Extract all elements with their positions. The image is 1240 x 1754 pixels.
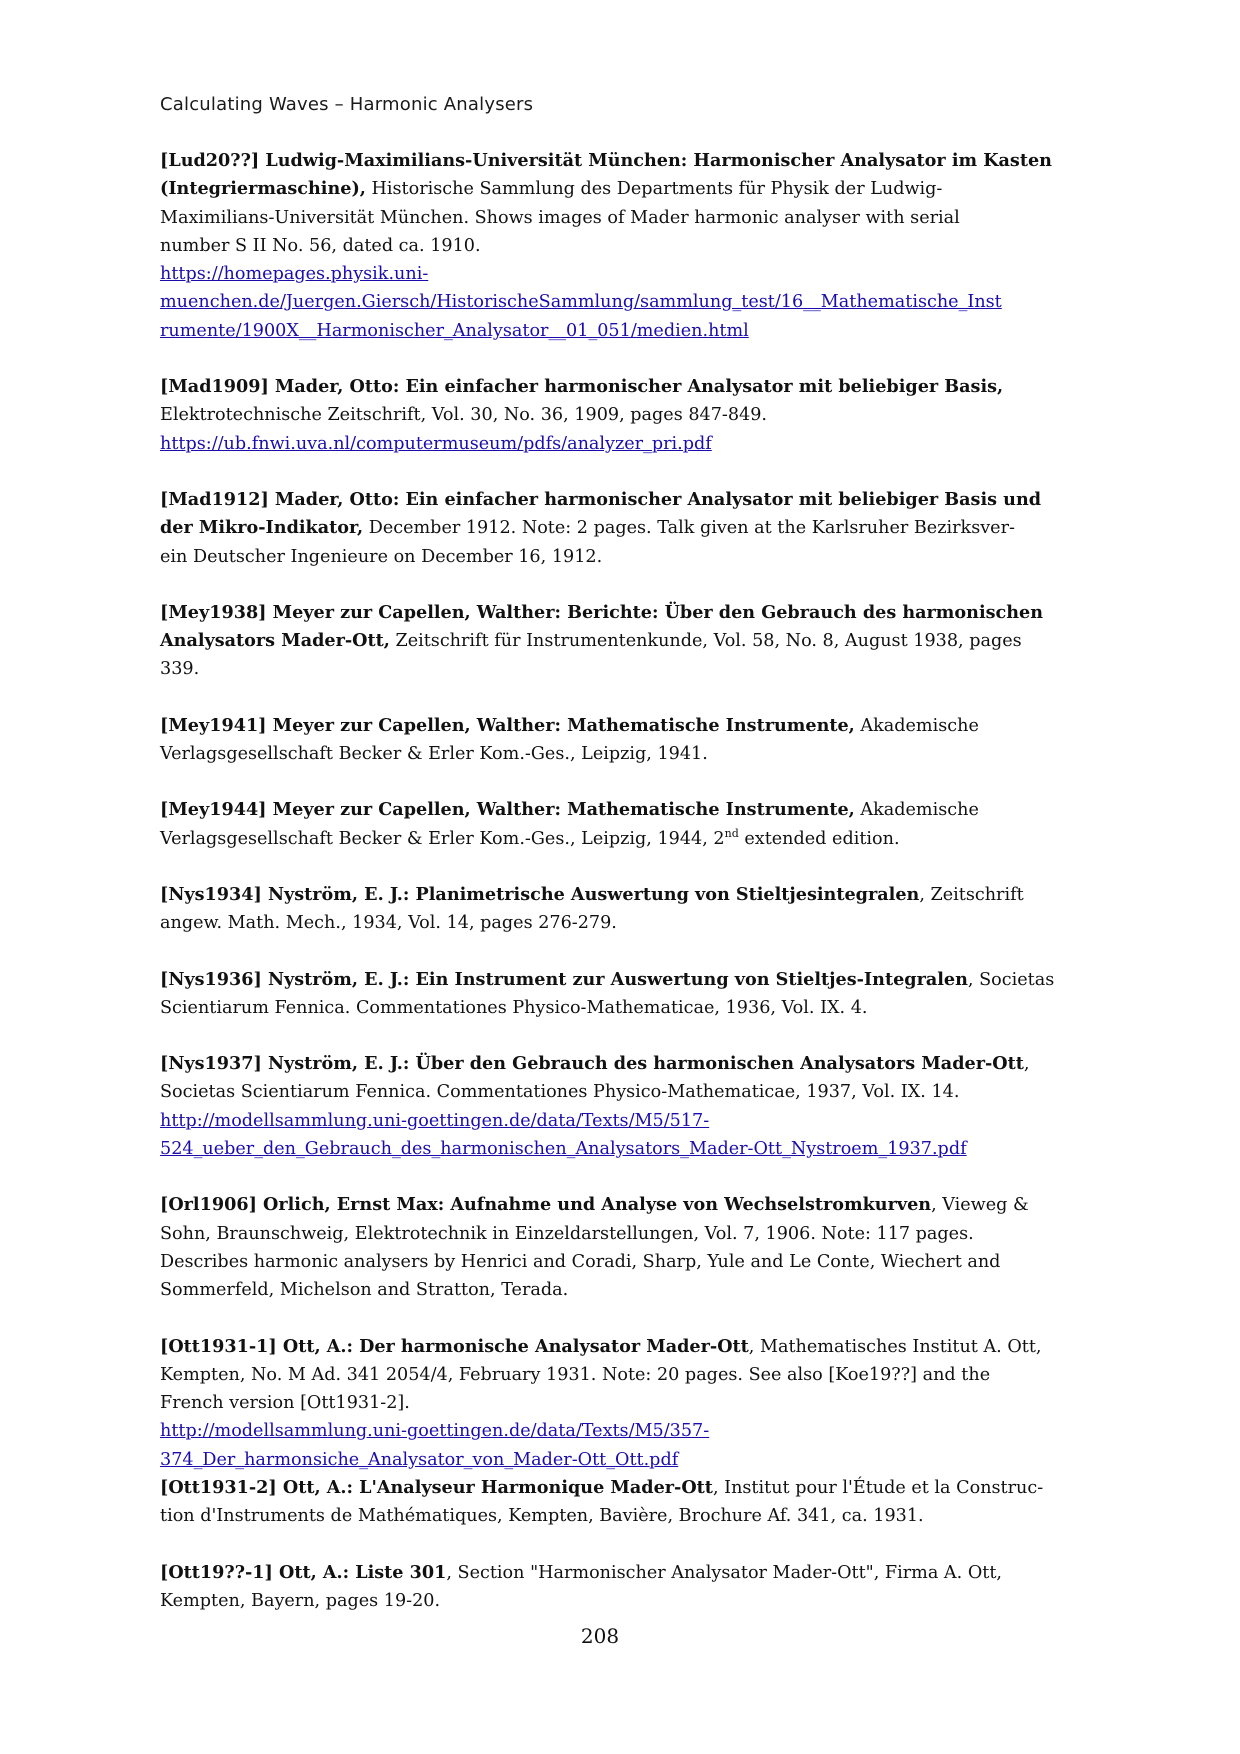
reference-title: [Nys1934] Nyström, E. J.: Planimetrische Auswertung von Stieltjesintegralen <box>160 883 920 905</box>
reference-text: extended edition. <box>738 828 900 849</box>
reference-link[interactable]: muenchen.de/Juergen.Giersch/HistorischeSammlung/sammlung_test/16__Mathematische_Inst <box>160 292 1002 313</box>
reference-title-cont: (Integriermaschine), <box>160 178 366 200</box>
reference-link[interactable]: 374_Der_harmonsiche_Analysator_von_Mader-Ott_Ott.pdf <box>160 1449 679 1470</box>
reference-text: Sohn, Braunschweig, Elektrotechnik in Einzeldarstellungen, Vol. 7, 1906. Note: 117 pages. <box>160 1223 974 1244</box>
reference-title: [Mey1938] Meyer zur Capellen, Walther: Berichte: Über den Gebrauch des harmonischen <box>160 601 1044 623</box>
reference-text: number S II No. 56, dated ca. 1910. <box>160 235 481 256</box>
reference-text: French version [Ott1931-2]. <box>160 1393 410 1414</box>
reference-text: , Section "Harmonischer Analysator Mader-Ott", Firma A. Ott, <box>446 1562 1002 1583</box>
reference-text: 339. <box>160 659 200 680</box>
reference-entry-mey1938 <box>160 599 1060 684</box>
reference-title-cont: Analysators Mader-Ott, <box>160 630 390 652</box>
reference-text: , Mathematisches Institut A. Ott, <box>748 1336 1042 1357</box>
reference-text: Kempten, Bayern, pages 19-20. <box>160 1590 441 1611</box>
reference-entry-nys1934 <box>160 881 1060 938</box>
reference-text: , Vieweg & <box>931 1195 1029 1216</box>
reference-entry-mey1941 <box>160 712 1060 769</box>
reference-link[interactable]: 524_ueber_den_Gebrauch_des_harmonischen_Analysators_Mader-Ott_Nystroem_1937.pdf <box>160 1139 967 1160</box>
reference-text: ein Deutscher Ingenieure on December 16, 1912. <box>160 546 603 567</box>
reference-text: Verlagsgesellschaft Becker & Erler Kom.-Ges., Leipzig, 1941. <box>160 744 708 765</box>
reference-text: , Zeitschrift <box>919 884 1024 905</box>
reference-text: Zeitschrift für Instrumentenkunde, Vol. 58, No. 8, August 1938, pages <box>389 631 1022 652</box>
reference-link[interactable]: rumente/1900X__Harmonischer_Analysator__01_051/medien.html <box>160 320 749 341</box>
reference-text: , Societas <box>967 969 1055 990</box>
reference-title: [Mey1941] Meyer zur Capellen, Walther: Mathematische Instrumente, <box>160 714 855 736</box>
reference-text: , <box>1023 1054 1030 1075</box>
reference-title: [Orl1906] Orlich, Ernst Max: Aufnahme und Analyse von Wechselstromkurven <box>160 1194 932 1216</box>
reference-text: tion d'Instruments de Mathématiques, Kempten, Bavière, Brochure Af. 341, ca. 1931. <box>160 1506 924 1527</box>
reference-entry-nys1937 <box>160 1050 1060 1163</box>
reference-title: [Ott19??-1] Ott, A.: Liste 301 <box>160 1561 447 1583</box>
reference-text: Describes harmonic analysers by Henrici and Coradi, Sharp, Yule and Le Conte, Wiechert and <box>160 1251 1001 1272</box>
reference-entry-mad1912 <box>160 486 1060 571</box>
ordinal-superscript: nd <box>724 826 739 840</box>
reference-entry-nys1936 <box>160 966 1060 1023</box>
reference-entry-orl1906 <box>160 1191 1060 1304</box>
reference-text: angew. Math. Mech., 1934, Vol. 14, pages 276-279. <box>160 913 617 934</box>
reference-text: Historische Sammlung des Departments für Physik der Ludwig- <box>365 179 943 200</box>
reference-title: [Mad1909] Mader, Otto: Ein einfacher harmonischer Analysator mit beliebiger Basis, <box>160 376 1004 398</box>
reference-entry-mey1944 <box>160 796 1060 853</box>
reference-link[interactable]: http://modellsammlung.uni-goettingen.de/data/Texts/M5/517- <box>160 1110 710 1131</box>
reference-text: Kempten, No. M Ad. 341 2054/4, February 1931. Note: 20 pages. See also [Koe19??] and the <box>160 1364 991 1385</box>
reference-title: [Nys1937] Nyström, E. J.: Über den Gebrauch des harmonischen Analysators Mader-Ott <box>160 1053 1024 1075</box>
reference-title-cont: der Mikro-Indikator, <box>160 517 364 539</box>
page-number: 208 <box>580 1624 620 1648</box>
reference-link[interactable]: https://homepages.physik.uni- <box>160 264 429 285</box>
reference-entry-mad1909 <box>160 373 1060 458</box>
reference-link[interactable]: https://ub.fnwi.uva.nl/computermuseum/pdfs/analyzer_pri.pdf <box>160 433 712 454</box>
reference-text: Verlagsgesellschaft Becker & Erler Kom.-Ges., Leipzig, 1944, 2 <box>160 828 725 849</box>
reference-list <box>160 147 1060 1643</box>
running-header: Calculating Waves – Harmonic Analysers <box>160 94 534 115</box>
reference-text: Scientiarum Fennica. Commentationes Physico-Mathematicae, 1936, Vol. IX. 4. <box>160 997 868 1018</box>
reference-entry-ott1931-1 <box>160 1333 1060 1474</box>
reference-entry-ott1931-2 <box>160 1474 1060 1531</box>
reference-title: [Lud20??] Ludwig-Maximilians-Universität München: Harmonischer Analysator im Kasten <box>160 150 1052 171</box>
reference-text: December 1912. Note: 2 pages. Talk given at the Karlsruher Bezirksver- <box>363 518 1015 539</box>
reference-title: [Ott1931-1] Ott, A.: Der harmonische Analysator Mader-Ott <box>160 1335 749 1357</box>
reference-text: Akademische <box>854 715 979 736</box>
reference-entry-ott19-1 <box>160 1559 1060 1616</box>
reference-text: Maximilians-Universität München. Shows images of Mader harmonic analyser with serial <box>160 207 960 228</box>
reference-title: [Nys1936] Nyström, E. J.: Ein Instrument zur Auswertung von Stieltjes-Integralen <box>160 968 968 990</box>
reference-link[interactable]: http://modellsammlung.uni-goettingen.de/data/Texts/M5/357- <box>160 1421 710 1442</box>
reference-title: [Mey1944] Meyer zur Capellen, Walther: Mathematische Instrumente, <box>160 799 855 821</box>
reference-title: [Ott1931-2] Ott, A.: L'Analyseur Harmonique Mader-Ott <box>160 1476 713 1498</box>
reference-entry-lud20 <box>160 147 1060 345</box>
reference-text: Akademische <box>854 800 979 821</box>
reference-text: Societas Scientiarum Fennica. Commentationes Physico-Mathematicae, 1937, Vol. IX. 14. <box>160 1082 960 1103</box>
reference-text: Sommerfeld, Michelson and Stratton, Terada. <box>160 1280 569 1301</box>
reference-text: Elektrotechnische Zeitschrift, Vol. 30, No. 36, 1909, pages 847-849. <box>160 405 768 426</box>
reference-title: [Mad1912] Mader, Otto: Ein einfacher harmonischer Analysator mit beliebiger Basis und <box>160 488 1042 510</box>
reference-text: , Institut pour l'Étude et la Construc- <box>712 1477 1044 1498</box>
